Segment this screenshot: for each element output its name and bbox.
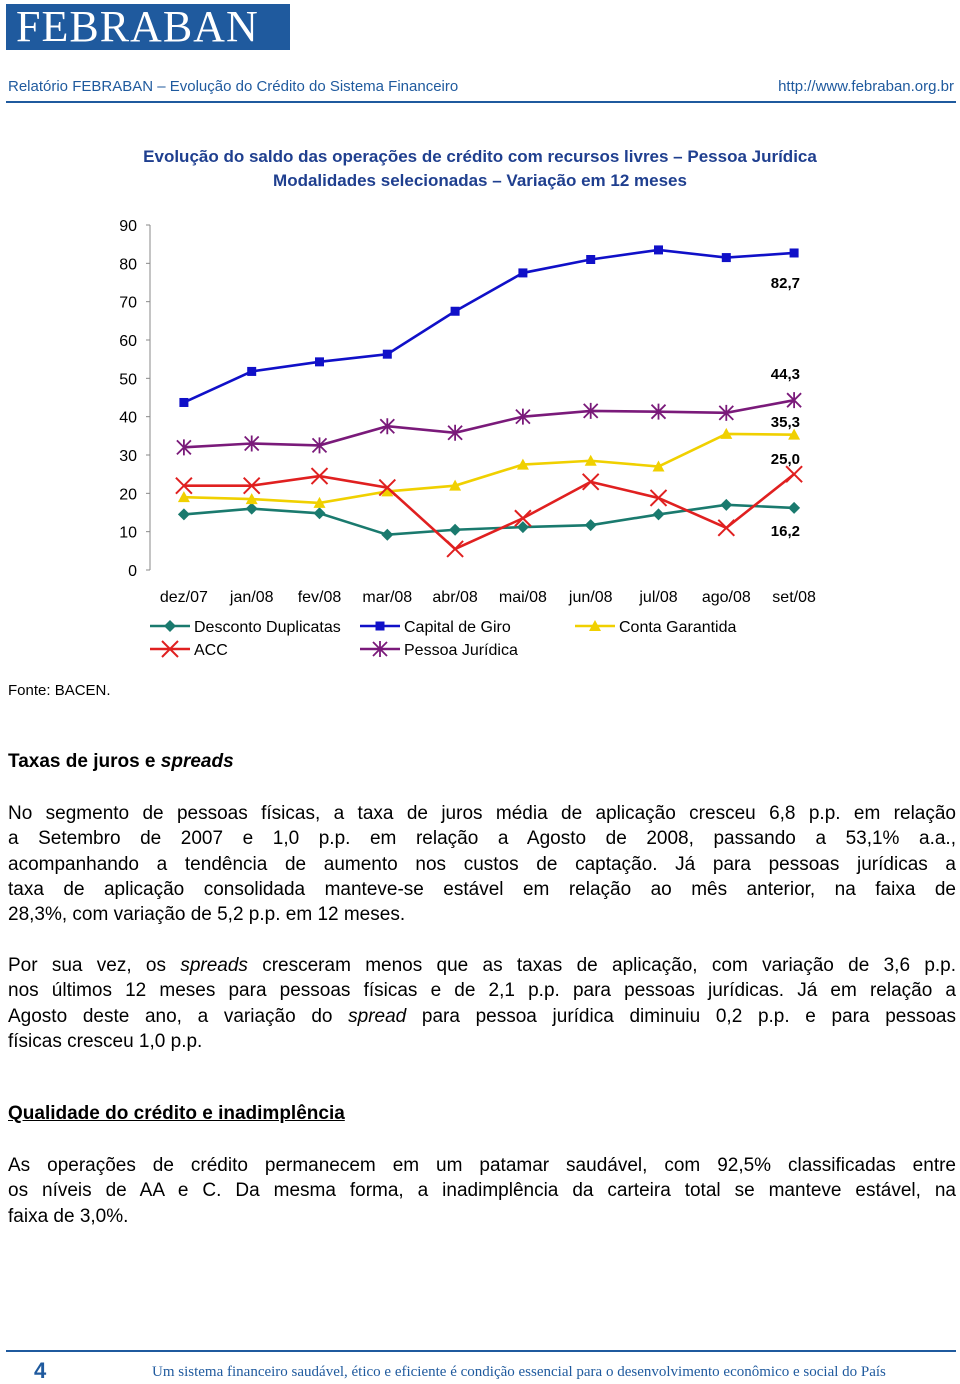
text-italic: spreads [180,955,248,976]
data-point [314,507,326,519]
x-tick-label: dez/07 [159,589,208,606]
data-point [722,253,731,262]
series-line [184,505,794,535]
value-annotation: 25,0 [770,451,800,468]
section-heading-rates [8,751,234,773]
legend-label: Conta Garantida [619,619,737,636]
text-line: taxa de aplicação consolidada manteve-se estável em relação ao mês anterior, na faixa de [8,878,956,900]
footer-divider [6,1350,956,1352]
y-tick-label: 40 [119,409,137,427]
data-point [383,350,392,359]
page-number: 4 [34,1358,47,1383]
text-line: 28,3%, com variação de 5,2 p.p. em 12 meses. [8,904,406,926]
data-point [720,499,732,511]
febraban-logo: FEBRABAN [6,4,290,50]
value-annotation: 16,2 [770,523,800,540]
legend-label: ACC [194,642,228,659]
chart-title-line2: Modalidades selecionadas – Variação em 12 meses [273,171,687,190]
legend-label: Desconto Duplicatas [194,619,341,636]
value-annotation: 44,3 [770,366,800,383]
heading-plain: Taxas de juros e [8,751,161,772]
data-point [179,398,188,407]
x-tick-label: mar/08 [362,589,413,606]
text-line: a Setembro de 2007 e 1,0 p.p. em relação a Agosto de 2008, passando a 53,1% a.a., [8,828,956,850]
data-point [518,268,527,277]
y-tick-label: 20 [119,486,137,504]
y-tick-label: 90 [119,218,137,235]
data-point [315,357,324,366]
legend-label: Capital de Giro [404,619,511,636]
legend-label: Pessoa Jurídica [404,642,518,659]
series-line [184,400,794,447]
x-tick-label: mai/08 [498,589,547,606]
data-point [653,508,665,520]
x-tick-label: jul/08 [639,589,678,606]
credit-line-chart [0,200,960,670]
data-point [586,255,595,264]
data-point [178,508,190,520]
paragraph-quality [8,1153,956,1229]
source-note: Fonte: BACEN. [8,682,111,699]
x-tick-label: set/08 [772,589,816,606]
text-line [8,1004,956,1029]
data-point [247,367,256,376]
legend-marker [376,622,385,631]
report-title: Relatório FEBRABAN – Evolução do Crédito do Sistema Financeiro [8,78,459,95]
text-line: acompanhando a tendência de aumento nos custos de captação. Já para pessoas jurídicas a [8,853,956,875]
paragraph-rates [8,801,956,927]
data-point [786,466,802,482]
series-line [184,250,794,403]
y-tick-label: 30 [119,448,137,465]
data-point [447,541,463,557]
data-point [654,245,663,254]
y-tick-label: 70 [119,294,137,312]
data-point [451,307,460,316]
text-line: No segmento de pessoas físicas, a taxa de juros média de aplicação cresceu 6,8 p.p. em relação [8,803,956,824]
data-point [449,524,461,536]
data-point [718,520,734,536]
section-heading-quality: Qualidade do crédito e inadimplência [8,1103,345,1124]
text-line [8,953,956,978]
text-line: físicas cresceu 1,0 p.p. [8,1030,203,1052]
data-point [246,503,258,515]
text-run: Agosto deste ano, a variação do [8,1005,349,1027]
heading-italic: spreads [160,751,234,772]
value-annotation: 82,7 [770,275,800,292]
x-tick-label: ago/08 [701,589,751,606]
text-run: cresceram menos que as taxas de aplicação, com variação de 3,6 p.p. [247,955,957,976]
report-url[interactable]: http://www.febraban.org.br [778,78,954,95]
x-tick-label: fev/08 [297,589,342,606]
header-divider [6,101,956,103]
x-tick-label: jan/08 [229,589,274,606]
text-line: As operações de crédito permanecem em um patamar saudável, com 92,5% classificadas entre [8,1155,956,1176]
y-tick-label: 10 [119,524,137,542]
x-tick-label: jun/08 [568,589,613,606]
chart-title-line1: Evolução do saldo das operações de crédito com recursos livres – Pessoa Jurídica [143,147,817,166]
y-tick-label: 0 [128,563,137,580]
text-line: os níveis de AA e C. Da mesma forma, a inadimplência da carteira total se manteve estável, na [8,1180,956,1202]
x-tick-label: abr/08 [432,589,478,606]
footer-slogan: Um sistema financeiro saudável, ético e eficiente é condição essencial para o desenvolvimento econômico e social do País [152,1364,886,1380]
data-point [788,502,800,514]
legend-marker [164,620,176,632]
paragraph-spreads [8,953,956,1054]
text-run: Por sua vez, os [8,955,181,976]
value-annotation: 35,3 [770,414,800,431]
y-tick-label: 50 [119,371,137,389]
y-tick-label: 60 [119,333,137,350]
data-point [790,248,799,257]
text-line: nos últimos 12 meses para pessoas físicas e de 2,1 p.p. para pessoas jurídicas. Já em relação a [8,980,956,1002]
text-line: faixa de 3,0%. [8,1205,129,1227]
text-italic: spread [348,1005,407,1027]
data-point [381,529,393,541]
text-run: para pessoa jurídica diminuiu 0,2 p.p. e para pessoas [406,1005,956,1027]
y-tick-label: 80 [119,256,137,274]
data-point [585,519,597,531]
